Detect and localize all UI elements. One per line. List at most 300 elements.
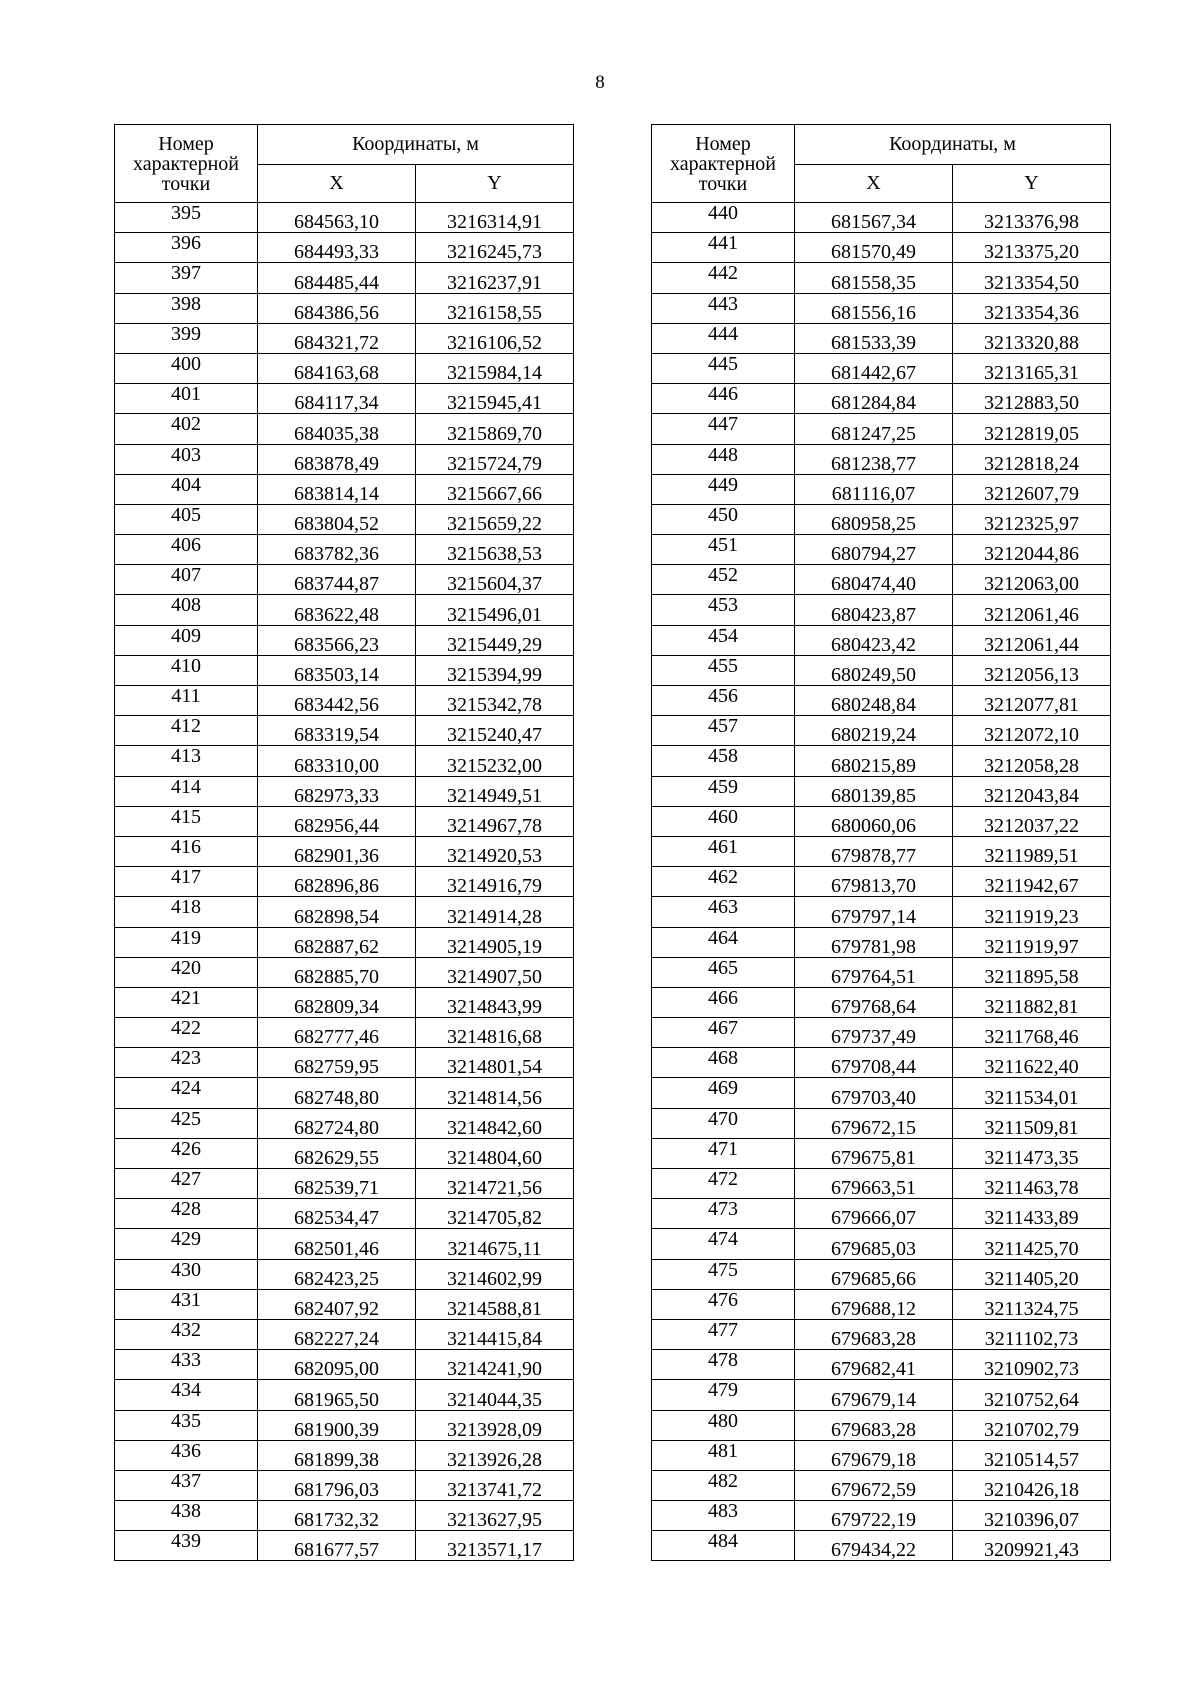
table-row — [652, 655, 1111, 685]
table-row — [115, 293, 574, 323]
point-number-cell: 438 — [115, 1501, 258, 1531]
y-coordinate-cell: 3211622,40 — [953, 1048, 1111, 1078]
y-coordinate-cell: 3212061,44 — [953, 625, 1111, 655]
table-row — [115, 414, 574, 444]
x-coordinate-cell: 682759,95 — [258, 1048, 416, 1078]
table-row — [652, 353, 1111, 383]
point-number-cell: 397 — [115, 263, 258, 293]
y-coordinate-cell: 3214907,50 — [416, 957, 574, 987]
point-number-cell: 437 — [115, 1470, 258, 1500]
table-row — [652, 233, 1111, 263]
y-coordinate-cell: 3214920,53 — [416, 836, 574, 866]
x-coordinate-cell: 680248,84 — [795, 686, 953, 716]
x-coordinate-cell: 682896,86 — [258, 867, 416, 897]
point-number-cell: 422 — [115, 1018, 258, 1048]
y-coordinate-cell: 3214916,79 — [416, 867, 574, 897]
point-number-cell: 475 — [652, 1259, 795, 1289]
y-coordinate-cell: 3210396,07 — [953, 1501, 1111, 1531]
x-coordinate-cell: 682407,92 — [258, 1289, 416, 1319]
point-number-cell: 409 — [115, 625, 258, 655]
x-coordinate-cell: 682539,71 — [258, 1169, 416, 1199]
table-row — [115, 746, 574, 776]
x-coordinate-cell: 679722,19 — [795, 1501, 953, 1531]
table-row — [115, 1531, 574, 1561]
table-row — [652, 474, 1111, 504]
y-coordinate-cell: 3211509,81 — [953, 1108, 1111, 1138]
table-row — [115, 655, 574, 685]
table-row — [115, 1048, 574, 1078]
point-number-cell: 443 — [652, 293, 795, 323]
point-number-cell: 432 — [115, 1319, 258, 1349]
x-coordinate-cell: 679672,15 — [795, 1108, 953, 1138]
table-row — [115, 1501, 574, 1531]
table-row — [115, 595, 574, 625]
y-coordinate-cell: 3211324,75 — [953, 1289, 1111, 1319]
x-coordinate-cell: 681238,77 — [795, 444, 953, 474]
x-coordinate-cell: 679768,64 — [795, 987, 953, 1017]
table-row — [652, 263, 1111, 293]
point-number-cell: 456 — [652, 686, 795, 716]
point-number-cell: 395 — [115, 203, 258, 233]
y-coordinate-cell: 3212325,97 — [953, 504, 1111, 534]
x-coordinate-cell: 683622,48 — [258, 595, 416, 625]
table-row — [115, 987, 574, 1017]
point-number-cell: 484 — [652, 1531, 795, 1561]
table-row — [115, 716, 574, 746]
x-coordinate-cell: 683804,52 — [258, 504, 416, 534]
y-coordinate-cell: 3212063,00 — [953, 565, 1111, 595]
coordinates-table-left — [114, 124, 574, 1561]
table-row — [115, 504, 574, 534]
point-number-cell: 470 — [652, 1108, 795, 1138]
x-coordinate-cell: 679679,18 — [795, 1440, 953, 1470]
y-coordinate-cell: 3215496,01 — [416, 595, 574, 625]
x-coordinate-cell: 684117,34 — [258, 384, 416, 414]
y-coordinate-cell: 3211989,51 — [953, 836, 1111, 866]
x-coordinate-cell: 679708,44 — [795, 1048, 953, 1078]
x-coordinate-cell: 679682,41 — [795, 1350, 953, 1380]
point-number-cell: 404 — [115, 474, 258, 504]
x-coordinate-cell: 682227,24 — [258, 1319, 416, 1349]
table-row — [652, 1138, 1111, 1168]
table-row — [115, 1380, 574, 1410]
x-coordinate-cell: 680139,85 — [795, 776, 953, 806]
point-number-cell: 410 — [115, 655, 258, 685]
point-number-cell: 405 — [115, 504, 258, 534]
x-coordinate-cell: 684321,72 — [258, 323, 416, 353]
table-row — [652, 987, 1111, 1017]
point-number-cell: 435 — [115, 1410, 258, 1440]
point-number-cell: 469 — [652, 1078, 795, 1108]
table-row — [652, 1289, 1111, 1319]
point-number-cell: 483 — [652, 1501, 795, 1531]
table-row — [115, 474, 574, 504]
point-number-cell: 399 — [115, 323, 258, 353]
point-number-cell: 414 — [115, 776, 258, 806]
coordinates-table-right — [651, 124, 1111, 1561]
x-coordinate-cell: 681247,25 — [795, 414, 953, 444]
y-coordinate-cell: 3216245,73 — [416, 233, 574, 263]
y-coordinate-cell: 3209921,43 — [953, 1531, 1111, 1561]
x-coordinate-cell: 681570,49 — [795, 233, 953, 263]
table-row — [115, 1350, 574, 1380]
point-number-cell: 407 — [115, 565, 258, 595]
y-coordinate-cell: 3215240,47 — [416, 716, 574, 746]
y-coordinate-cell: 3211463,78 — [953, 1169, 1111, 1199]
point-number-cell: 436 — [115, 1440, 258, 1470]
table-row — [652, 836, 1111, 866]
point-number-cell: 442 — [652, 263, 795, 293]
y-coordinate-cell: 3214721,56 — [416, 1169, 574, 1199]
y-coordinate-cell: 3214705,82 — [416, 1199, 574, 1229]
table-row — [115, 897, 574, 927]
y-coordinate-cell: 3214588,81 — [416, 1289, 574, 1319]
y-coordinate-cell: 3212819,05 — [953, 414, 1111, 444]
point-number-cell: 415 — [115, 806, 258, 836]
x-coordinate-cell: 679685,03 — [795, 1229, 953, 1259]
x-coordinate-cell: 684035,38 — [258, 414, 416, 444]
y-coordinate-cell: 3212607,79 — [953, 474, 1111, 504]
y-coordinate-cell: 3212072,10 — [953, 716, 1111, 746]
y-coordinate-cell: 3215984,14 — [416, 353, 574, 383]
y-coordinate-cell: 3211895,58 — [953, 957, 1111, 987]
y-coordinate-cell: 3213627,95 — [416, 1501, 574, 1531]
page-number: 8 — [595, 72, 605, 93]
y-coordinate-cell: 3215724,79 — [416, 444, 574, 474]
point-number-cell: 408 — [115, 595, 258, 625]
table-row — [115, 1319, 574, 1349]
table-row — [652, 1410, 1111, 1440]
table-row — [652, 1018, 1111, 1048]
x-coordinate-cell: 681442,67 — [795, 353, 953, 383]
y-coordinate-cell: 3211534,01 — [953, 1078, 1111, 1108]
table-row — [115, 686, 574, 716]
y-coordinate-cell: 3211405,20 — [953, 1259, 1111, 1289]
point-number-cell: 482 — [652, 1470, 795, 1500]
table-row — [652, 806, 1111, 836]
y-coordinate-cell: 3212043,84 — [953, 776, 1111, 806]
point-number-cell: 429 — [115, 1229, 258, 1259]
x-coordinate-cell: 682956,44 — [258, 806, 416, 836]
table-row — [652, 384, 1111, 414]
y-coordinate-cell: 3215232,00 — [416, 746, 574, 776]
x-column-header: X — [258, 164, 416, 203]
y-coordinate-cell: 3214675,11 — [416, 1229, 574, 1259]
point-number-cell: 411 — [115, 686, 258, 716]
table-row — [652, 1380, 1111, 1410]
table-row — [652, 1199, 1111, 1229]
point-number-cell: 446 — [652, 384, 795, 414]
table-row — [115, 233, 574, 263]
y-coordinate-cell: 3215659,22 — [416, 504, 574, 534]
y-coordinate-cell: 3213165,31 — [953, 353, 1111, 383]
x-coordinate-cell: 679781,98 — [795, 927, 953, 957]
x-coordinate-cell: 682973,33 — [258, 776, 416, 806]
y-coordinate-cell: 3214905,19 — [416, 927, 574, 957]
point-number-cell: 406 — [115, 535, 258, 565]
y-coordinate-cell: 3216314,91 — [416, 203, 574, 233]
y-coordinate-cell: 3215394,99 — [416, 655, 574, 685]
point-number-cell: 465 — [652, 957, 795, 987]
point-number-header: Номер характерной точки — [115, 125, 258, 203]
table-row — [652, 1048, 1111, 1078]
point-number-cell: 467 — [652, 1018, 795, 1048]
x-coordinate-cell: 681567,34 — [795, 203, 953, 233]
x-coordinate-cell: 683310,00 — [258, 746, 416, 776]
x-coordinate-cell: 683878,49 — [258, 444, 416, 474]
table-row — [652, 1319, 1111, 1349]
x-coordinate-cell: 682777,46 — [258, 1018, 416, 1048]
table-row — [115, 203, 574, 233]
x-coordinate-cell: 682501,46 — [258, 1229, 416, 1259]
table-row — [652, 776, 1111, 806]
point-number-cell: 461 — [652, 836, 795, 866]
table-row — [115, 1410, 574, 1440]
table-row — [115, 927, 574, 957]
point-number-cell: 449 — [652, 474, 795, 504]
x-coordinate-cell: 679878,77 — [795, 836, 953, 866]
table-row — [652, 414, 1111, 444]
x-coordinate-cell: 682095,00 — [258, 1350, 416, 1380]
point-number-cell: 421 — [115, 987, 258, 1017]
x-coordinate-cell: 680794,27 — [795, 535, 953, 565]
x-coordinate-cell: 679663,51 — [795, 1169, 953, 1199]
y-coordinate-cell: 3211919,97 — [953, 927, 1111, 957]
point-number-cell: 423 — [115, 1048, 258, 1078]
table-row — [652, 1108, 1111, 1138]
y-coordinate-cell: 3214804,60 — [416, 1138, 574, 1168]
table-row — [115, 1229, 574, 1259]
y-coordinate-cell: 3212056,13 — [953, 655, 1111, 685]
y-coordinate-cell: 3215604,37 — [416, 565, 574, 595]
y-coordinate-cell: 3211102,73 — [953, 1319, 1111, 1349]
x-coordinate-cell: 682885,70 — [258, 957, 416, 987]
table-row — [115, 1018, 574, 1048]
x-coordinate-cell: 679683,28 — [795, 1410, 953, 1440]
table-row — [115, 323, 574, 353]
x-coordinate-cell: 679679,14 — [795, 1380, 953, 1410]
x-coordinate-cell: 681965,50 — [258, 1380, 416, 1410]
table-row — [652, 897, 1111, 927]
y-coordinate-cell: 3211473,35 — [953, 1138, 1111, 1168]
x-coordinate-cell: 683442,56 — [258, 686, 416, 716]
point-number-cell: 434 — [115, 1380, 258, 1410]
table-row — [652, 1440, 1111, 1470]
point-number-cell: 468 — [652, 1048, 795, 1078]
y-coordinate-cell: 3214602,99 — [416, 1259, 574, 1289]
table-row — [115, 1138, 574, 1168]
y-coordinate-cell: 3214814,56 — [416, 1078, 574, 1108]
table-row — [115, 1199, 574, 1229]
y-coordinate-cell: 3213741,72 — [416, 1470, 574, 1500]
point-number-cell: 441 — [652, 233, 795, 263]
y-coordinate-cell: 3212883,50 — [953, 384, 1111, 414]
table-row — [652, 1470, 1111, 1500]
x-coordinate-cell: 680060,06 — [795, 806, 953, 836]
x-coordinate-cell: 679813,70 — [795, 867, 953, 897]
point-number-cell: 481 — [652, 1440, 795, 1470]
y-coordinate-cell: 3216158,55 — [416, 293, 574, 323]
point-number-cell: 455 — [652, 655, 795, 685]
y-coordinate-cell: 3212058,28 — [953, 746, 1111, 776]
y-coordinate-cell: 3213571,17 — [416, 1531, 574, 1561]
y-column-header: Y — [953, 164, 1111, 203]
y-coordinate-cell: 3213928,09 — [416, 1410, 574, 1440]
y-coordinate-cell: 3214967,78 — [416, 806, 574, 836]
y-coordinate-cell: 3213375,20 — [953, 233, 1111, 263]
y-coordinate-cell: 3214801,54 — [416, 1048, 574, 1078]
table-row — [115, 1259, 574, 1289]
table-row — [652, 444, 1111, 474]
x-coordinate-cell: 684386,56 — [258, 293, 416, 323]
table-row — [652, 203, 1111, 233]
point-number-cell: 458 — [652, 746, 795, 776]
point-number-cell: 413 — [115, 746, 258, 776]
x-coordinate-cell: 680474,40 — [795, 565, 953, 595]
x-coordinate-cell: 679683,28 — [795, 1319, 953, 1349]
point-number-cell: 417 — [115, 867, 258, 897]
x-coordinate-cell: 681732,32 — [258, 1501, 416, 1531]
table-row — [115, 384, 574, 414]
x-coordinate-cell: 684563,10 — [258, 203, 416, 233]
point-number-cell: 478 — [652, 1350, 795, 1380]
y-coordinate-cell: 3213376,98 — [953, 203, 1111, 233]
x-coordinate-cell: 681284,84 — [795, 384, 953, 414]
table-row — [652, 957, 1111, 987]
coordinates-table-right-body — [652, 203, 1111, 1561]
table-row — [652, 1350, 1111, 1380]
y-coordinate-cell: 3211768,46 — [953, 1018, 1111, 1048]
table-row — [115, 1108, 574, 1138]
y-coordinate-cell: 3210702,79 — [953, 1410, 1111, 1440]
x-coordinate-cell: 682898,54 — [258, 897, 416, 927]
x-coordinate-cell: 679685,66 — [795, 1259, 953, 1289]
point-number-cell: 398 — [115, 293, 258, 323]
point-number-cell: 402 — [115, 414, 258, 444]
x-coordinate-cell: 682809,34 — [258, 987, 416, 1017]
x-coordinate-cell: 682534,47 — [258, 1199, 416, 1229]
point-number-cell: 459 — [652, 776, 795, 806]
y-coordinate-cell: 3212037,22 — [953, 806, 1111, 836]
x-coordinate-cell: 679666,07 — [795, 1199, 953, 1229]
table-row — [115, 1470, 574, 1500]
y-coordinate-cell: 3210902,73 — [953, 1350, 1111, 1380]
table-row — [115, 1169, 574, 1199]
x-coordinate-cell: 684485,44 — [258, 263, 416, 293]
x-coordinate-cell: 683503,14 — [258, 655, 416, 685]
y-coordinate-cell: 3214842,60 — [416, 1108, 574, 1138]
table-row — [652, 323, 1111, 353]
point-number-cell: 480 — [652, 1410, 795, 1440]
point-number-cell: 440 — [652, 203, 795, 233]
x-coordinate-cell: 680219,24 — [795, 716, 953, 746]
y-coordinate-cell: 3216106,52 — [416, 323, 574, 353]
x-coordinate-cell: 682423,25 — [258, 1259, 416, 1289]
x-coordinate-cell: 683814,14 — [258, 474, 416, 504]
point-number-cell: 450 — [652, 504, 795, 534]
x-coordinate-cell: 680423,42 — [795, 625, 953, 655]
x-coordinate-cell: 681796,03 — [258, 1470, 416, 1500]
y-coordinate-cell: 3215638,53 — [416, 535, 574, 565]
x-column-header: X — [795, 164, 953, 203]
table-row — [115, 1078, 574, 1108]
point-number-cell: 466 — [652, 987, 795, 1017]
x-coordinate-cell: 679703,40 — [795, 1078, 953, 1108]
point-number-cell: 425 — [115, 1108, 258, 1138]
point-number-cell: 447 — [652, 414, 795, 444]
point-number-cell: 476 — [652, 1289, 795, 1319]
point-number-cell: 419 — [115, 927, 258, 957]
point-number-cell: 479 — [652, 1380, 795, 1410]
y-coordinate-cell: 3215667,66 — [416, 474, 574, 504]
y-coordinate-cell: 3214914,28 — [416, 897, 574, 927]
x-coordinate-cell: 684493,33 — [258, 233, 416, 263]
point-number-cell: 431 — [115, 1289, 258, 1319]
point-number-cell: 416 — [115, 836, 258, 866]
x-coordinate-cell: 681556,16 — [795, 293, 953, 323]
table-row — [652, 535, 1111, 565]
table-row — [652, 595, 1111, 625]
y-coordinate-cell: 3215449,29 — [416, 625, 574, 655]
y-coordinate-cell: 3211882,81 — [953, 987, 1111, 1017]
y-coordinate-cell: 3211425,70 — [953, 1229, 1111, 1259]
point-number-cell: 396 — [115, 233, 258, 263]
table-row — [652, 1078, 1111, 1108]
table-row — [652, 625, 1111, 655]
table-row — [652, 716, 1111, 746]
table-row — [115, 1440, 574, 1470]
table-row — [652, 867, 1111, 897]
y-coordinate-cell: 3215945,41 — [416, 384, 574, 414]
table-row — [652, 746, 1111, 776]
x-coordinate-cell: 679764,51 — [795, 957, 953, 987]
point-number-cell: 412 — [115, 716, 258, 746]
table-row — [115, 806, 574, 836]
y-coordinate-cell: 3214415,84 — [416, 1319, 574, 1349]
x-coordinate-cell: 682887,62 — [258, 927, 416, 957]
table-row — [652, 1259, 1111, 1289]
y-coordinate-cell: 3213354,36 — [953, 293, 1111, 323]
x-coordinate-cell: 683782,36 — [258, 535, 416, 565]
x-coordinate-cell: 679797,14 — [795, 897, 953, 927]
x-coordinate-cell: 683744,87 — [258, 565, 416, 595]
x-coordinate-cell: 681677,57 — [258, 1531, 416, 1561]
point-number-cell: 471 — [652, 1138, 795, 1168]
y-coordinate-cell: 3216237,91 — [416, 263, 574, 293]
x-coordinate-cell: 679675,81 — [795, 1138, 953, 1168]
point-number-cell: 460 — [652, 806, 795, 836]
table-row — [115, 867, 574, 897]
y-coordinate-cell: 3211942,67 — [953, 867, 1111, 897]
y-coordinate-cell: 3215869,70 — [416, 414, 574, 444]
x-coordinate-cell: 683319,54 — [258, 716, 416, 746]
x-coordinate-cell: 679737,49 — [795, 1018, 953, 1048]
point-number-cell: 472 — [652, 1169, 795, 1199]
point-number-cell: 426 — [115, 1138, 258, 1168]
y-coordinate-cell: 3214044,35 — [416, 1380, 574, 1410]
coordinates-header: Координаты, м — [258, 125, 574, 165]
y-coordinate-cell: 3211433,89 — [953, 1199, 1111, 1229]
point-number-cell: 457 — [652, 716, 795, 746]
y-coordinate-cell: 3213354,50 — [953, 263, 1111, 293]
point-number-cell: 445 — [652, 353, 795, 383]
y-coordinate-cell: 3214949,51 — [416, 776, 574, 806]
point-number-cell: 444 — [652, 323, 795, 353]
x-coordinate-cell: 682901,36 — [258, 836, 416, 866]
x-coordinate-cell: 679434,22 — [795, 1531, 953, 1561]
point-number-cell: 451 — [652, 535, 795, 565]
x-coordinate-cell: 681558,35 — [795, 263, 953, 293]
